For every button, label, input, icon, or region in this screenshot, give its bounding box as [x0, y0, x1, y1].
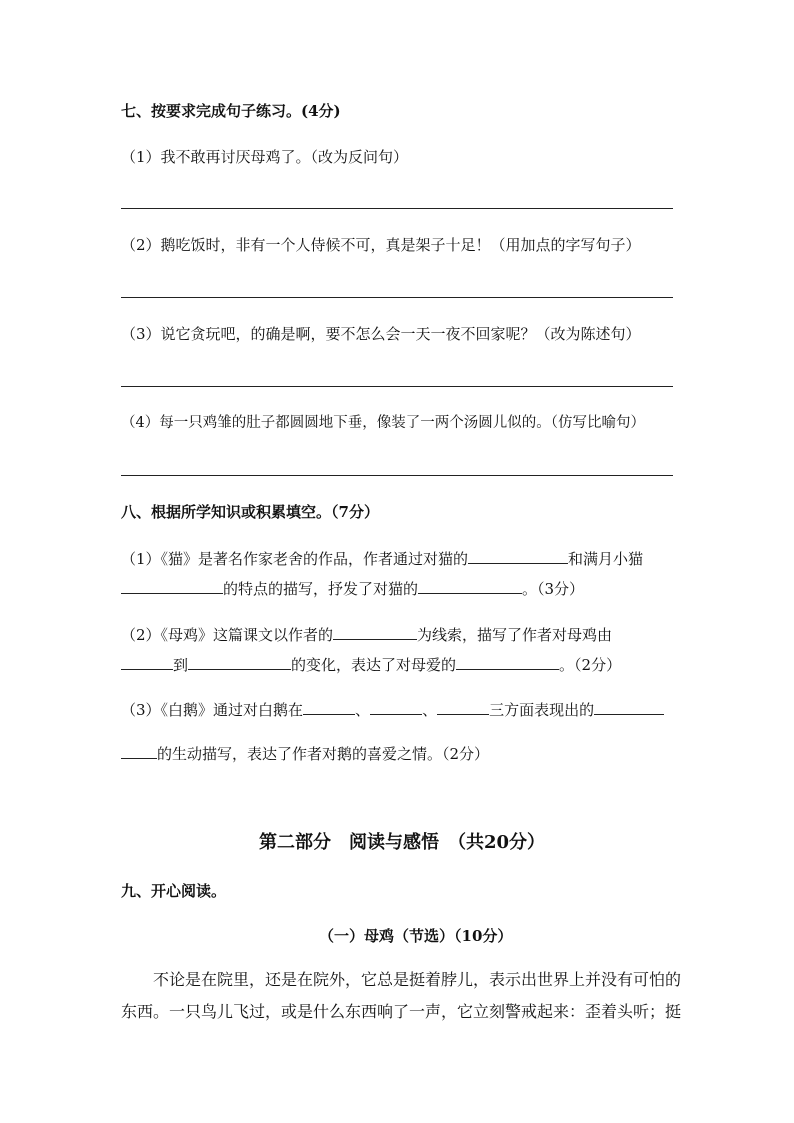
fill-blank[interactable] — [456, 654, 559, 670]
fill-blank[interactable] — [370, 699, 422, 715]
s8-q3-text-a: （3）《白鹅》通过对白鹅在 — [121, 701, 304, 719]
fill-blank[interactable] — [333, 624, 417, 640]
fill-blank[interactable] — [121, 654, 173, 670]
fill-blank[interactable] — [303, 699, 355, 715]
s8-q2-line-2 — [121, 654, 621, 675]
section-9-heading: 九、开心阅读。 — [121, 882, 227, 900]
answer-line-4[interactable] — [121, 475, 673, 476]
fill-blank[interactable] — [437, 699, 489, 715]
s8-q3-line-1 — [121, 699, 664, 720]
s8-q3-line-2 — [121, 743, 489, 764]
section-8-heading: 八、根据所学知识或积累填空。（7分） — [121, 503, 379, 521]
answer-line-3[interactable] — [121, 386, 673, 387]
s8-q3-text-e: 的生动描写，表达了作者对鹅的喜爱之情。（2分） — [157, 745, 490, 763]
fill-blank[interactable] — [121, 578, 223, 594]
s8-q2-text-e: 。（2分） — [559, 656, 622, 674]
part-2-title: 第二部分 阅读与感悟 （共20分） — [259, 832, 546, 853]
fill-blank[interactable] — [188, 654, 291, 670]
s7-item-4: （4）每一只鸡雏的肚子都圆圆地下垂，像装了一两个汤圆儿似的。（仿写比喻句） — [121, 415, 645, 431]
answer-line-1[interactable] — [121, 208, 673, 209]
fill-blank[interactable] — [468, 548, 568, 564]
s8-q3-text-b: 、 — [355, 701, 371, 719]
s8-q1-line-1 — [121, 548, 643, 569]
reading-line-1: 不论是在院里，还是在院外，它总是挺着脖儿，表示出世界上并没有可怕的 — [153, 970, 682, 989]
s8-q1-text-d: 。（3分） — [522, 580, 585, 598]
s7-item-1: （1）我不敢再讨厌母鸡了。（改为反问句） — [121, 148, 409, 166]
section-7-heading: 七、按要求完成句子练习。(4分) — [121, 102, 341, 120]
s8-q2-text-a: （2）《母鸡》这篇课文以作者的 — [121, 626, 334, 644]
s8-q1-line-2 — [121, 578, 584, 599]
s8-q2-text-b: 为线索，描写了作者对母鸡由 — [417, 626, 613, 644]
s8-q3-text-c: 、 — [422, 701, 438, 719]
s8-q1-text-b: 和满月小猫 — [568, 550, 644, 568]
fill-blank[interactable] — [594, 699, 664, 715]
s7-item-3: （3）说它贪玩吧，的确是啊，要不怎么会一天一夜不回家呢？（改为陈述句） — [121, 325, 641, 343]
s8-q2-line-1 — [121, 624, 612, 645]
s7-item-2: （2）鹅吃饭时，非有一个人侍候不可，真是架子十足！（用加点的字写句子） — [121, 236, 641, 254]
s8-q2-text-c: 到 — [173, 656, 189, 674]
s8-q1-text-c: 的特点的描写，抒发了对猫的 — [223, 580, 419, 598]
s8-q1-text-a: （1）《猫》是著名作家老舍的作品，作者通过对猫的 — [121, 550, 469, 568]
answer-line-2[interactable] — [121, 297, 673, 298]
fill-blank[interactable] — [418, 578, 522, 594]
reading-subheading: （一）母鸡（节选）（10分） — [319, 927, 513, 945]
reading-line-2: 东西。一只鸟儿飞过，或是什么东西响了一声，它立刻警戒起来：歪着头听；挺 — [121, 1002, 682, 1021]
s8-q3-text-d: 三方面表现出的 — [489, 701, 595, 719]
fill-blank[interactable] — [121, 743, 157, 759]
s8-q2-text-d: 的变化，表达了对母爱的 — [291, 656, 457, 674]
